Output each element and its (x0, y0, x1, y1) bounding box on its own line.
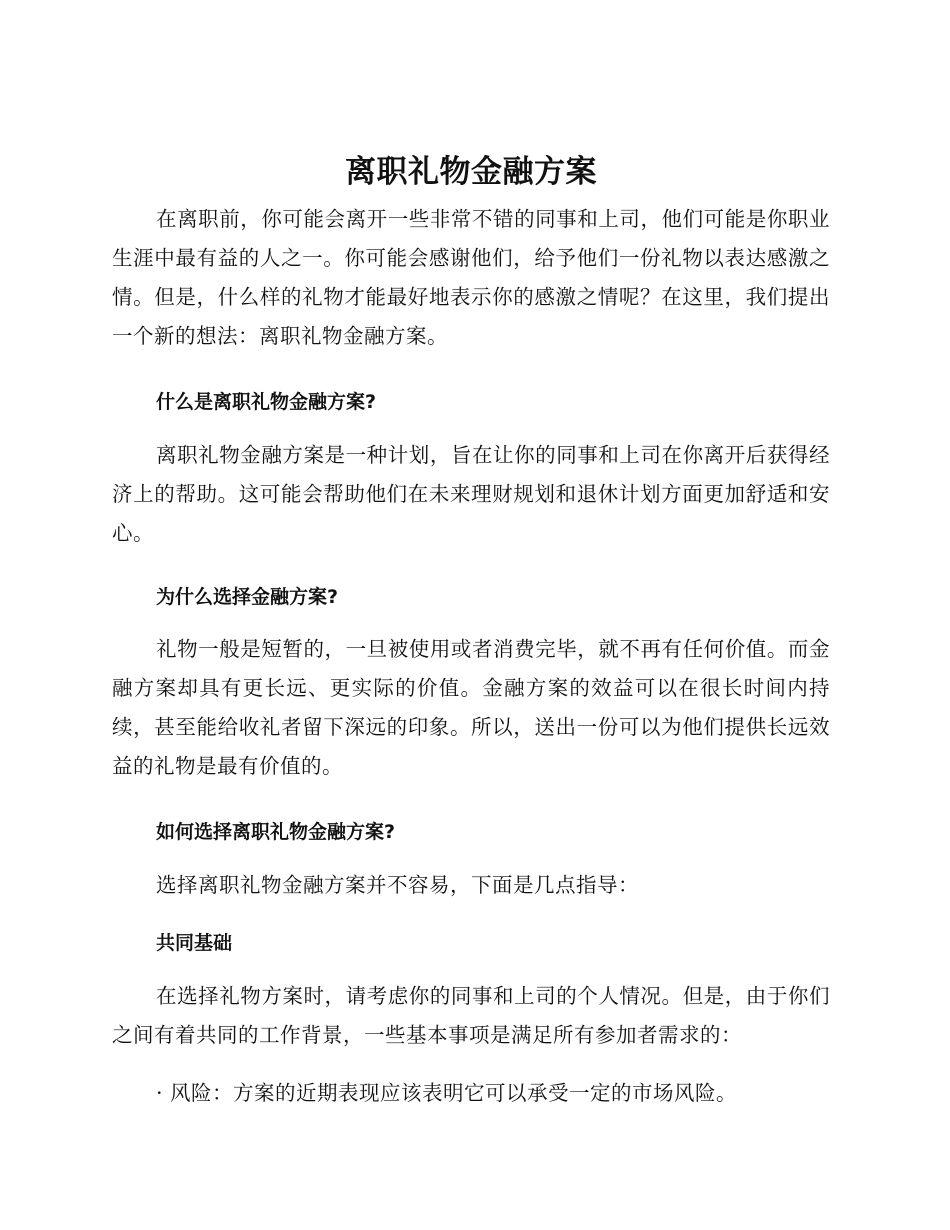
intro-paragraph: 在离职前，你可能会离开一些非常不错的同事和上司，他们可能是你职业生涯中最有益的人之一。你可能会感谢他们，给予他们一份礼物以表达感激之情。但是，什么样的礼物才能最好地表示你的感激之情呢？在这里，我们提出一个新的想法：离职礼物金融方案。 (112, 207, 830, 348)
section-body-common-basis: 在选择礼物方案时，请考虑你的同事和上司的个人情况。但是，由于你们之间有着共同的工作背景，一些基本事项是满足所有参加者需求的： (112, 984, 830, 1047)
section-heading-common-basis: 共同基础 (156, 932, 233, 954)
bullet-risk: · 风险：方案的近期表现应该表明它可以承受一定的市场风险。 (156, 1081, 738, 1105)
section-body-why: 礼物一般是短暂的，一旦被使用或者消费完毕，就不再有任何价值。而金融方案却具有更长远、更实际的价值。金融方案的效益可以在很长时间内持续，甚至能给收礼者留下深远的印象。所以，送出一份可以为他们提供长远效益的礼物是最有价值的。 (112, 637, 830, 778)
section-body-what: 离职礼物金融方案是一种计划，旨在让你的同事和上司在你离开后获得经济上的帮助。这可能会帮助他们在未来理财规划和退休计划方面更加舒适和安心。 (112, 443, 830, 545)
document-title: 离职礼物金融方案 (345, 154, 597, 190)
section-heading-how: 如何选择离职礼物金融方案? (156, 821, 396, 843)
section-body-how: 选择离职礼物金融方案并不容易，下面是几点指导： (156, 873, 639, 897)
section-heading-what: 什么是离职礼物金融方案? (156, 391, 377, 413)
section-heading-why: 为什么选择金融方案? (156, 586, 339, 608)
